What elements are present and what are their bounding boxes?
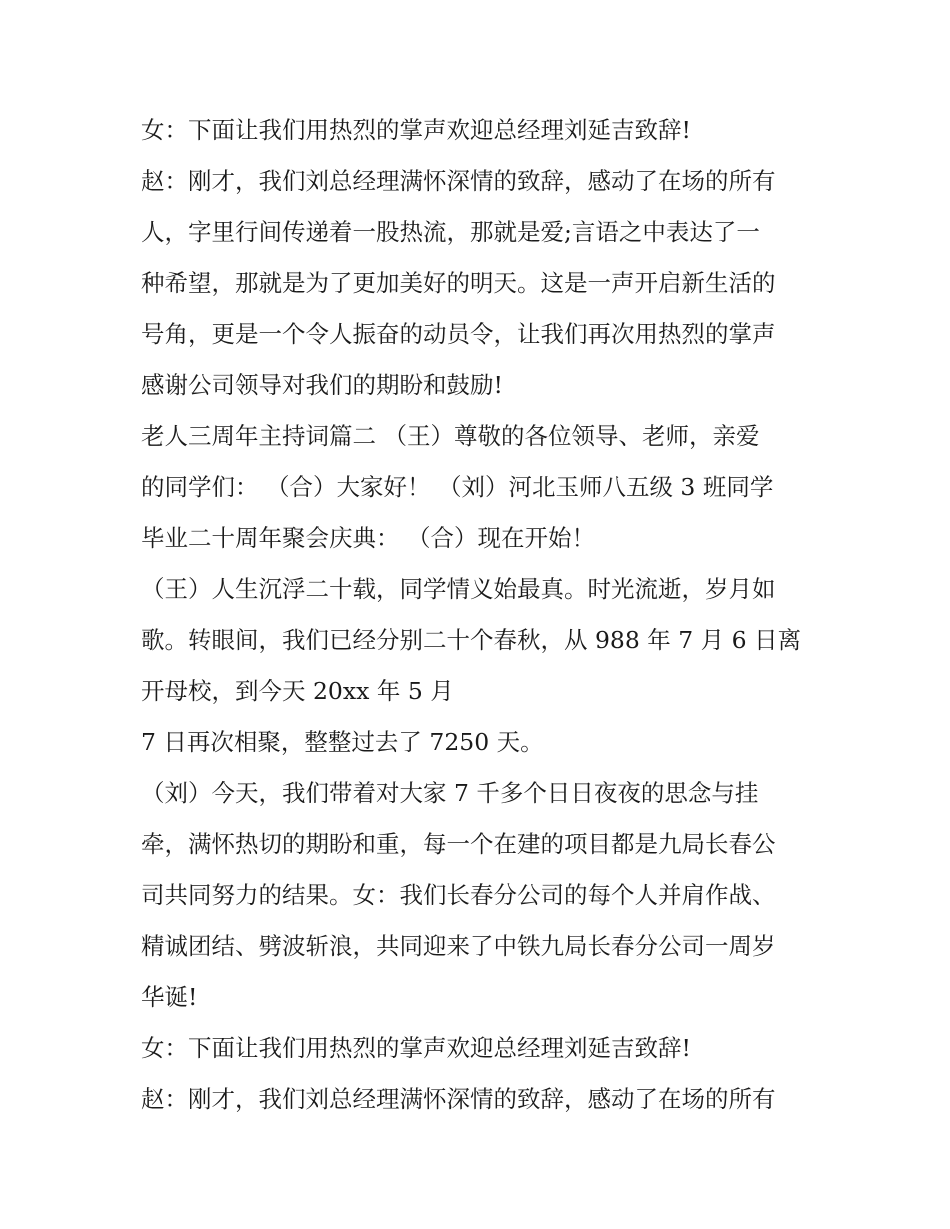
text-line: 司共同努力的结果。女：我们长春分公司的每个人并肩作战、 xyxy=(141,881,776,909)
text-line: 老人三周年主持词篇二 （王）尊敬的各位领导、老师，亲爱 xyxy=(141,422,760,450)
text-line: 开母校，到今天 20xx 年 5 月 xyxy=(141,677,454,705)
text-line: 精诚团结、劈波斩浪，共同迎来了中铁九局长春分公司一周岁 xyxy=(141,932,776,960)
text-line: 种希望，那就是为了更加美好的明天。这是一声开启新生活的 xyxy=(141,269,776,297)
text-line: 女：下面让我们用热烈的掌声欢迎总经理刘延吉致辞! xyxy=(141,116,691,144)
text-line: 人，字里行间传递着一股热流，那就是爱;言语之中表达了一 xyxy=(141,218,760,246)
text-line: 歌。转眼间，我们已经分别二十个春秋，从 988 年 7 月 6 日离 xyxy=(141,626,802,654)
text-line: （刘）今天，我们带着对大家 7 千多个日日夜夜的思念与挂 xyxy=(141,779,759,807)
text-line: 的同学们： （合）大家好！ （刘）河北玉师八五级 3 班同学 xyxy=(141,473,774,501)
text-line: 感谢公司领导对我们的期盼和鼓励! xyxy=(141,371,503,399)
document-body xyxy=(141,105,821,1125)
text-line: 女：下面让我们用热烈的掌声欢迎总经理刘延吉致辞! xyxy=(141,1034,691,1062)
text-line: 赵：刚才，我们刘总经理满怀深情的致辞，感动了在场的所有 xyxy=(141,167,776,195)
text-line: 赵：刚才，我们刘总经理满怀深情的致辞，感动了在场的所有 xyxy=(141,1085,776,1113)
text-line: （王）人生沉浮二十载，同学情义始最真。时光流逝，岁月如 xyxy=(141,575,776,603)
text-line: 7 日再次相聚，整整过去了 7250 天。 xyxy=(141,728,544,756)
text-line: 毕业二十周年聚会庆典： （合）现在开始！ xyxy=(141,524,595,552)
text-line: 牵，满怀热切的期盼和重，每一个在建的项目都是九局长春公 xyxy=(141,830,776,858)
text-line: 华诞! xyxy=(141,983,198,1011)
text-line: 号角，更是一个令人振奋的动员令，让我们再次用热烈的掌声 xyxy=(141,320,776,348)
